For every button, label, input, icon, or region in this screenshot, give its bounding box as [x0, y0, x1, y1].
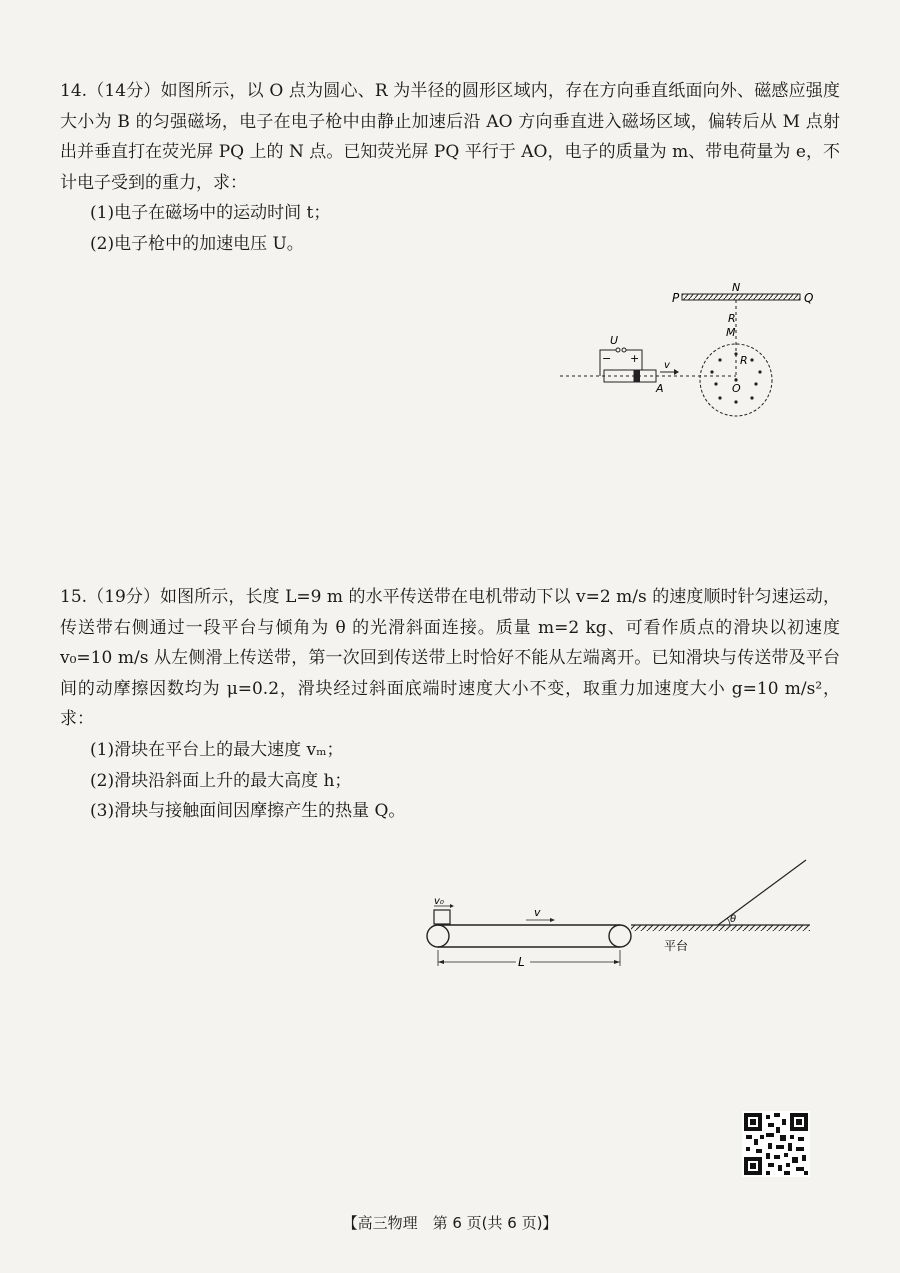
question-15 — [60, 582, 840, 827]
label-p: P — [672, 291, 680, 305]
label-l: L — [518, 955, 525, 969]
question-15-part-3: (3)滑块与接触面间因摩擦产生的热量 Q。 — [90, 801, 406, 822]
label-r-inner: R — [740, 354, 748, 367]
conveyor-belt-diagram — [420, 858, 820, 978]
label-theta: θ — [730, 914, 737, 925]
question-15-part-1: (1)滑块在平台上的最大速度 vₘ； — [90, 739, 344, 760]
question-14-stem: 14.（14分）如图所示，以 O 点为圆心、R 为半径的圆形区域内，存在方向垂直纸面向外、磁感应强度大小为 B 的匀强磁场，电子在电子枪中由静止加速后沿 AO 方向垂直进入磁场区域，偏转后从 M 点射出并垂直打在荧光屏 PQ 上的 N 点。已知荧光屏 PQ 平行于 AO，电子的质量为 m、带电荷量为 e，不计电子受到的重力，求： — [60, 81, 840, 193]
label-v: v — [664, 360, 670, 371]
magnetic-field-diagram — [560, 280, 820, 420]
label-v0: v₀ — [434, 896, 444, 907]
label-m: M — [726, 326, 736, 339]
label-platform: 平台 — [664, 939, 689, 953]
label-plus: + — [630, 352, 640, 365]
question-15-part-2: (2)滑块沿斜面上升的最大高度 h； — [90, 770, 352, 791]
qr-code-icon — [742, 1111, 810, 1177]
question-14-part-2: (2)电子枪中的加速电压 U。 — [90, 233, 304, 254]
label-belt-v: v — [534, 906, 541, 919]
label-u: U — [610, 334, 619, 347]
label-o: O — [732, 382, 741, 395]
label-q: Q — [804, 291, 814, 305]
question-14-part-1: (1)电子在磁场中的运动时间 t； — [90, 203, 331, 224]
question-15-stem: 15.（19分）如图所示，长度 L=9 m 的水平传送带在电机带动下以 v=2 m/s 的速度顺时针匀速运动，传送带右侧通过一段平台与倾角为 θ 的光滑斜面连接。质量 m=2 kg、可看作质点的滑块以初速度 v₀=10 m/s 从左侧滑上传送带，第一次回到传送带上时恰好不能从左端离开。已知滑块与传送带及平台间的动摩擦因数均为 μ=0.2，滑块经过斜面底端时速度大小不变，取重力加速度大小 g=10 m/s²，求： — [60, 587, 840, 730]
label-r-top: R — [728, 312, 736, 325]
label-minus: − — [602, 352, 612, 365]
label-a: A — [656, 382, 664, 395]
question-14 — [60, 76, 840, 260]
label-n: N — [732, 281, 741, 294]
page-footer: 【高三物理 第 6 页(共 6 页)】 — [342, 1214, 558, 1232]
